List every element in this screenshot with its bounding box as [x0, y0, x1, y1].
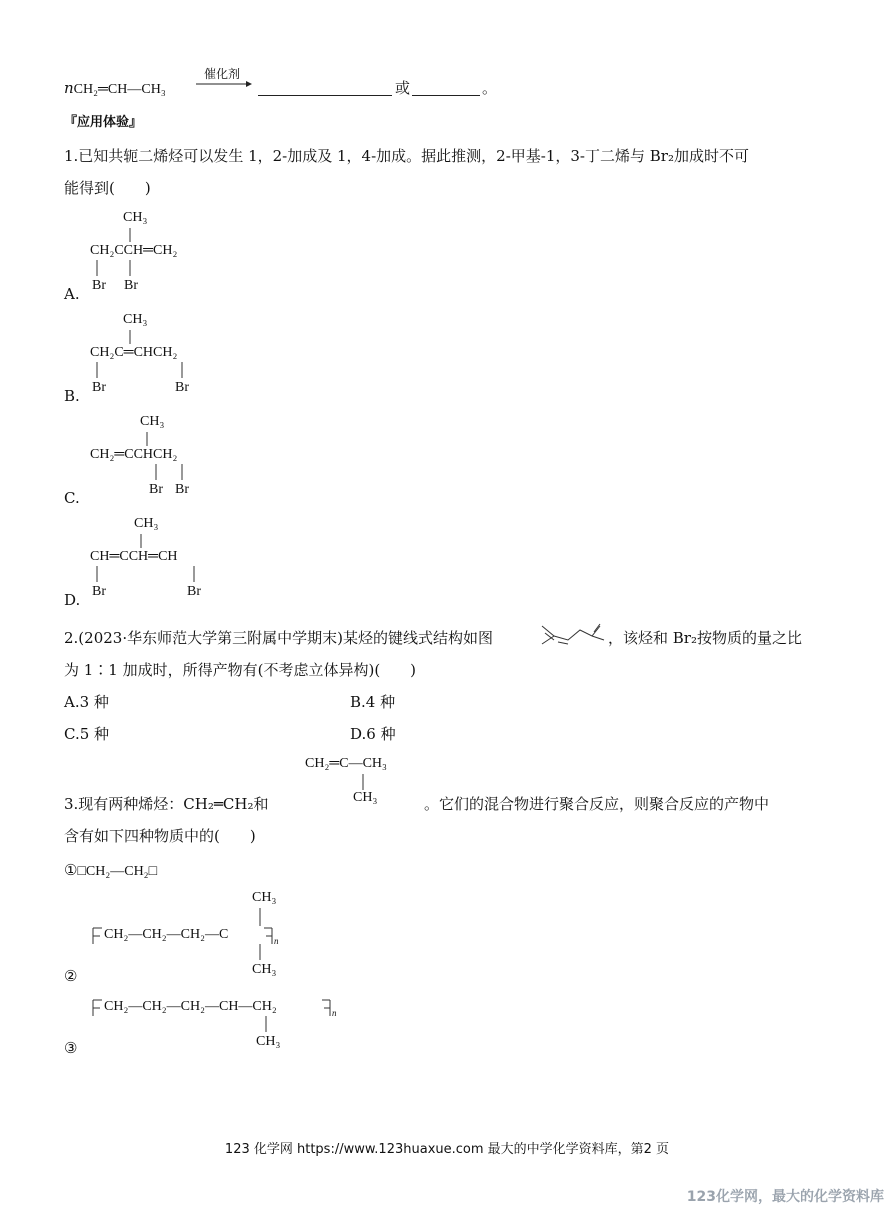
- q1-option-c-label[interactable]: C.: [64, 489, 80, 507]
- degree-n: n: [274, 936, 279, 946]
- q1-option-b-structure: [90, 312, 230, 402]
- q2-option-d[interactable]: D.6 种: [350, 725, 396, 743]
- arrow-icon: [196, 66, 252, 92]
- q2-stem-line1a: 2.(2023·华东师范大学第三附属中学期末)某烃的键线式结构如图: [64, 629, 493, 647]
- isobutylene-main: CH₂═C—CH₃: [305, 756, 387, 771]
- q1-option-c-structure: [90, 414, 230, 504]
- q1-option-b-label[interactable]: B.: [64, 387, 80, 405]
- q2-option-a[interactable]: A.3 种: [64, 693, 109, 711]
- q2-stem-line2: 为 1∶1 加成时，所得产物有(不考虑立体异构)( ): [64, 661, 417, 679]
- bromine-2: Br: [175, 380, 189, 395]
- bromine-2: Br: [175, 482, 189, 497]
- bromine-1: Br: [92, 278, 106, 293]
- q3-item-2-number[interactable]: ②: [64, 967, 78, 985]
- isobutylene-branch: CH₃: [353, 790, 378, 805]
- watermark: 123化学网，最大的化学资料库: [686, 1189, 884, 1205]
- methyl-top: CH₃: [252, 890, 277, 905]
- reaction-arrow: [196, 66, 252, 92]
- main-chain: CH═CCH═CH: [90, 549, 178, 564]
- q1-option-d-label[interactable]: D.: [64, 591, 81, 609]
- bromine-2: Br: [124, 278, 138, 293]
- q1-option-a-structure: [90, 210, 230, 300]
- q3-stem-line2: 含有如下四种物质中的( ): [64, 827, 256, 845]
- q3-item-1[interactable]: [64, 860, 157, 882]
- q1-option-a-label[interactable]: A.: [64, 285, 80, 303]
- skeletal-structure-icon: [540, 622, 606, 646]
- repeat-unit: CH₂—CH₂—CH₂—C: [104, 927, 229, 942]
- section-title: 『应用体验』: [64, 115, 143, 130]
- methyl-group: CH₃: [134, 516, 159, 531]
- reaction-n: n: [64, 79, 74, 97]
- period-text: 。: [482, 79, 498, 97]
- answer-blank-2[interactable]: [412, 81, 480, 96]
- bromine-1: Br: [92, 584, 106, 599]
- bromine-1: Br: [149, 482, 163, 497]
- methyl-group: CH₃: [140, 414, 165, 429]
- main-chain: CH₂C═CHCH₂: [90, 345, 178, 360]
- q2-stem-line1b: ，该烃和 Br₂按物质的量之比: [608, 629, 802, 647]
- q1-option-d-structure: [90, 516, 230, 606]
- main-chain: CH₂CCH═CH₂: [90, 243, 178, 258]
- q3-item-3-structure: [90, 996, 350, 1056]
- methyl-bottom: CH₃: [256, 1034, 281, 1049]
- reaction-reactant: CH₂═CH—CH₃: [73, 82, 166, 97]
- catalyst-label: 催化剂: [204, 67, 241, 81]
- or-text: 或: [395, 79, 411, 97]
- item-number: ①: [64, 861, 78, 879]
- bromine-1: Br: [92, 380, 106, 395]
- q3-stem-b: 。它们的混合物进行聚合反应，则聚合反应的产物中: [424, 795, 770, 813]
- repeat-unit: CH₂—CH₂—CH₂—CH—CH₂: [104, 999, 277, 1014]
- methyl-bottom: CH₃: [252, 962, 277, 977]
- q3-item-2-structure: [90, 890, 310, 982]
- page-footer: 123 化学网 https://www.123huaxue.com 最大的中学化学资料库，第2 页: [224, 1142, 670, 1157]
- methyl-group: CH₃: [123, 210, 148, 225]
- answer-blank-1[interactable]: [258, 81, 392, 96]
- item-formula: □CH₂—CH₂□: [77, 864, 158, 879]
- q3-stem-a: 3.现有两种烯烃：CH₂═CH₂和: [64, 795, 269, 813]
- q2-option-c[interactable]: C.5 种: [64, 725, 110, 743]
- q3-isobutylene-structure: [305, 756, 425, 812]
- q1-stem-line2: 能得到( ): [64, 179, 151, 197]
- bromine-2: Br: [187, 584, 201, 599]
- q2-option-b[interactable]: B.4 种: [350, 693, 396, 711]
- methyl-group: CH₃: [123, 312, 148, 327]
- main-chain: CH₂═CCHCH₂: [90, 447, 178, 462]
- q1-stem-line1: 1.已知共轭二烯烃可以发生 1，2-加成及 1，4-加成。据此推测，2-甲基-1，3-丁二烯与 Br₂加成时不可: [64, 147, 749, 165]
- degree-n: n: [332, 1008, 337, 1018]
- q3-item-3-number[interactable]: ③: [64, 1039, 78, 1057]
- reaction-line: [64, 78, 166, 100]
